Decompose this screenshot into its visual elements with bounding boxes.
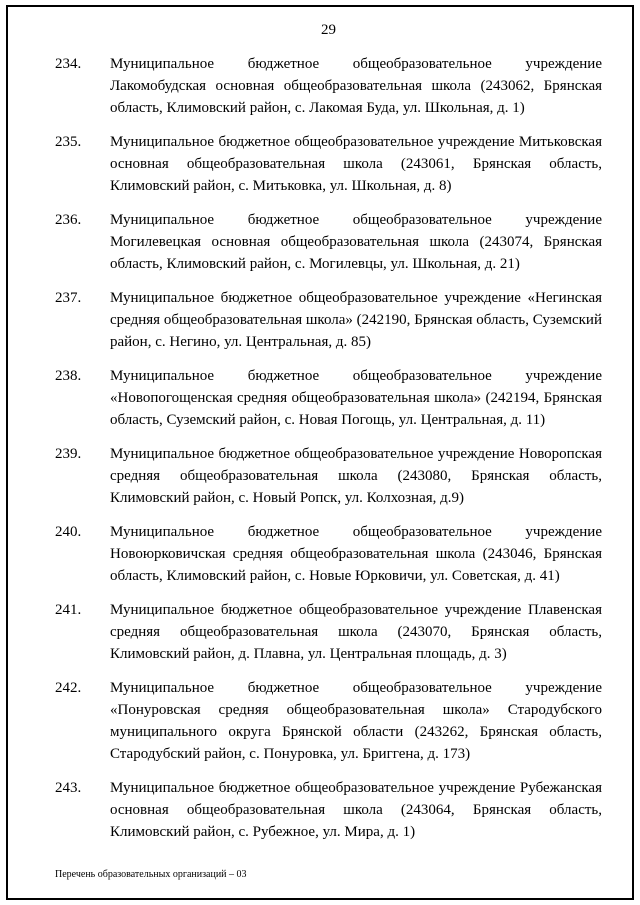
entry-text: Муниципальное бюджетное общеобразовательное учреждение Лакомобудская основная общеобразовательная школа (243062, Брянская область, Климовский район, с. Лакомая Буда, ул. Школьная, д. 1) (110, 56, 602, 116)
entry-number: 237. (55, 290, 82, 306)
entry-number: 240. (55, 524, 82, 540)
list-item (55, 209, 602, 275)
list-item (55, 287, 602, 353)
list-item (55, 777, 602, 843)
entry-text: Муниципальное бюджетное общеобразовательное учреждение Новоюрковичская средняя общеобразовательная школа (243046, Брянская область, Климовский район, с. Новые Юрковичи, ул. Советская, д. 41) (110, 524, 602, 584)
entry-number: 234. (55, 56, 82, 72)
entry-number: 235. (55, 134, 82, 150)
footer-note: Перечень образовательных организаций – 03 (55, 869, 247, 880)
list-item (55, 131, 602, 197)
entry-number: 236. (55, 212, 82, 228)
entries-list (55, 53, 602, 843)
document-page (8, 7, 632, 898)
entry-number: 241. (55, 602, 82, 618)
list-item (55, 443, 602, 509)
entry-number: 242. (55, 680, 82, 696)
entry-text: Муниципальное бюджетное общеобразовательное учреждение Новоропская средняя общеобразовательная школа (243080, Брянская область, Климовский район, с. Новый Ропск, ул. Колхозная, д.9) (110, 446, 602, 506)
entry-text: Муниципальное бюджетное общеобразовательное учреждение Плавенская средняя общеобразовательная школа (243070, Брянская область, Климовский район, д. Плавна, ул. Центральная площадь, д. 3) (110, 602, 602, 662)
list-item (55, 521, 602, 587)
entry-text: Муниципальное бюджетное общеобразовательное учреждение Могилевецкая основная общеобразовательная школа (243074, Брянская область, Климовский район, с. Могилевцы, ул. Школьная, д. 21) (110, 212, 602, 272)
entry-text: Муниципальное бюджетное общеобразовательное учреждение Митьковская основная общеобразовательная школа (243061, Брянская область, Климовский район, с. Митьковка, ул. Школьная, д. 8) (110, 134, 602, 194)
page-number: 29 (321, 22, 336, 38)
list-item (55, 365, 602, 431)
list-item (55, 53, 602, 119)
list-item (55, 599, 602, 665)
entry-text: Муниципальное бюджетное общеобразовательное учреждение «Негинская средняя общеобразовательная школа» (242190, Брянская область, Суземский район, с. Негино, ул. Центральная, д. 85) (110, 290, 602, 350)
entry-number: 238. (55, 368, 82, 384)
entry-text: Муниципальное бюджетное общеобразовательное учреждение «Новопогощенская средняя общеобразовательная школа» (242194, Брянская область, Суземский район, с. Новая Погощь, ул. Центральная, д. 11) (110, 368, 602, 428)
entry-text: Муниципальное бюджетное общеобразовательное учреждение Рубежанская основная общеобразовательная школа (243064, Брянская область, Климовский район, с. Рубежное, ул. Мира, д. 1) (110, 780, 602, 840)
entry-number: 239. (55, 446, 82, 462)
entry-number: 243. (55, 780, 82, 796)
list-item (55, 677, 602, 765)
entry-text: Муниципальное бюджетное общеобразовательное учреждение «Понуровская средняя общеобразовательная школа» Стародубского муниципального округа Брянской области (243262, Брянская область, Стародубский район, с. Понуровка, ул. Бриггена, д. 173) (110, 680, 602, 762)
